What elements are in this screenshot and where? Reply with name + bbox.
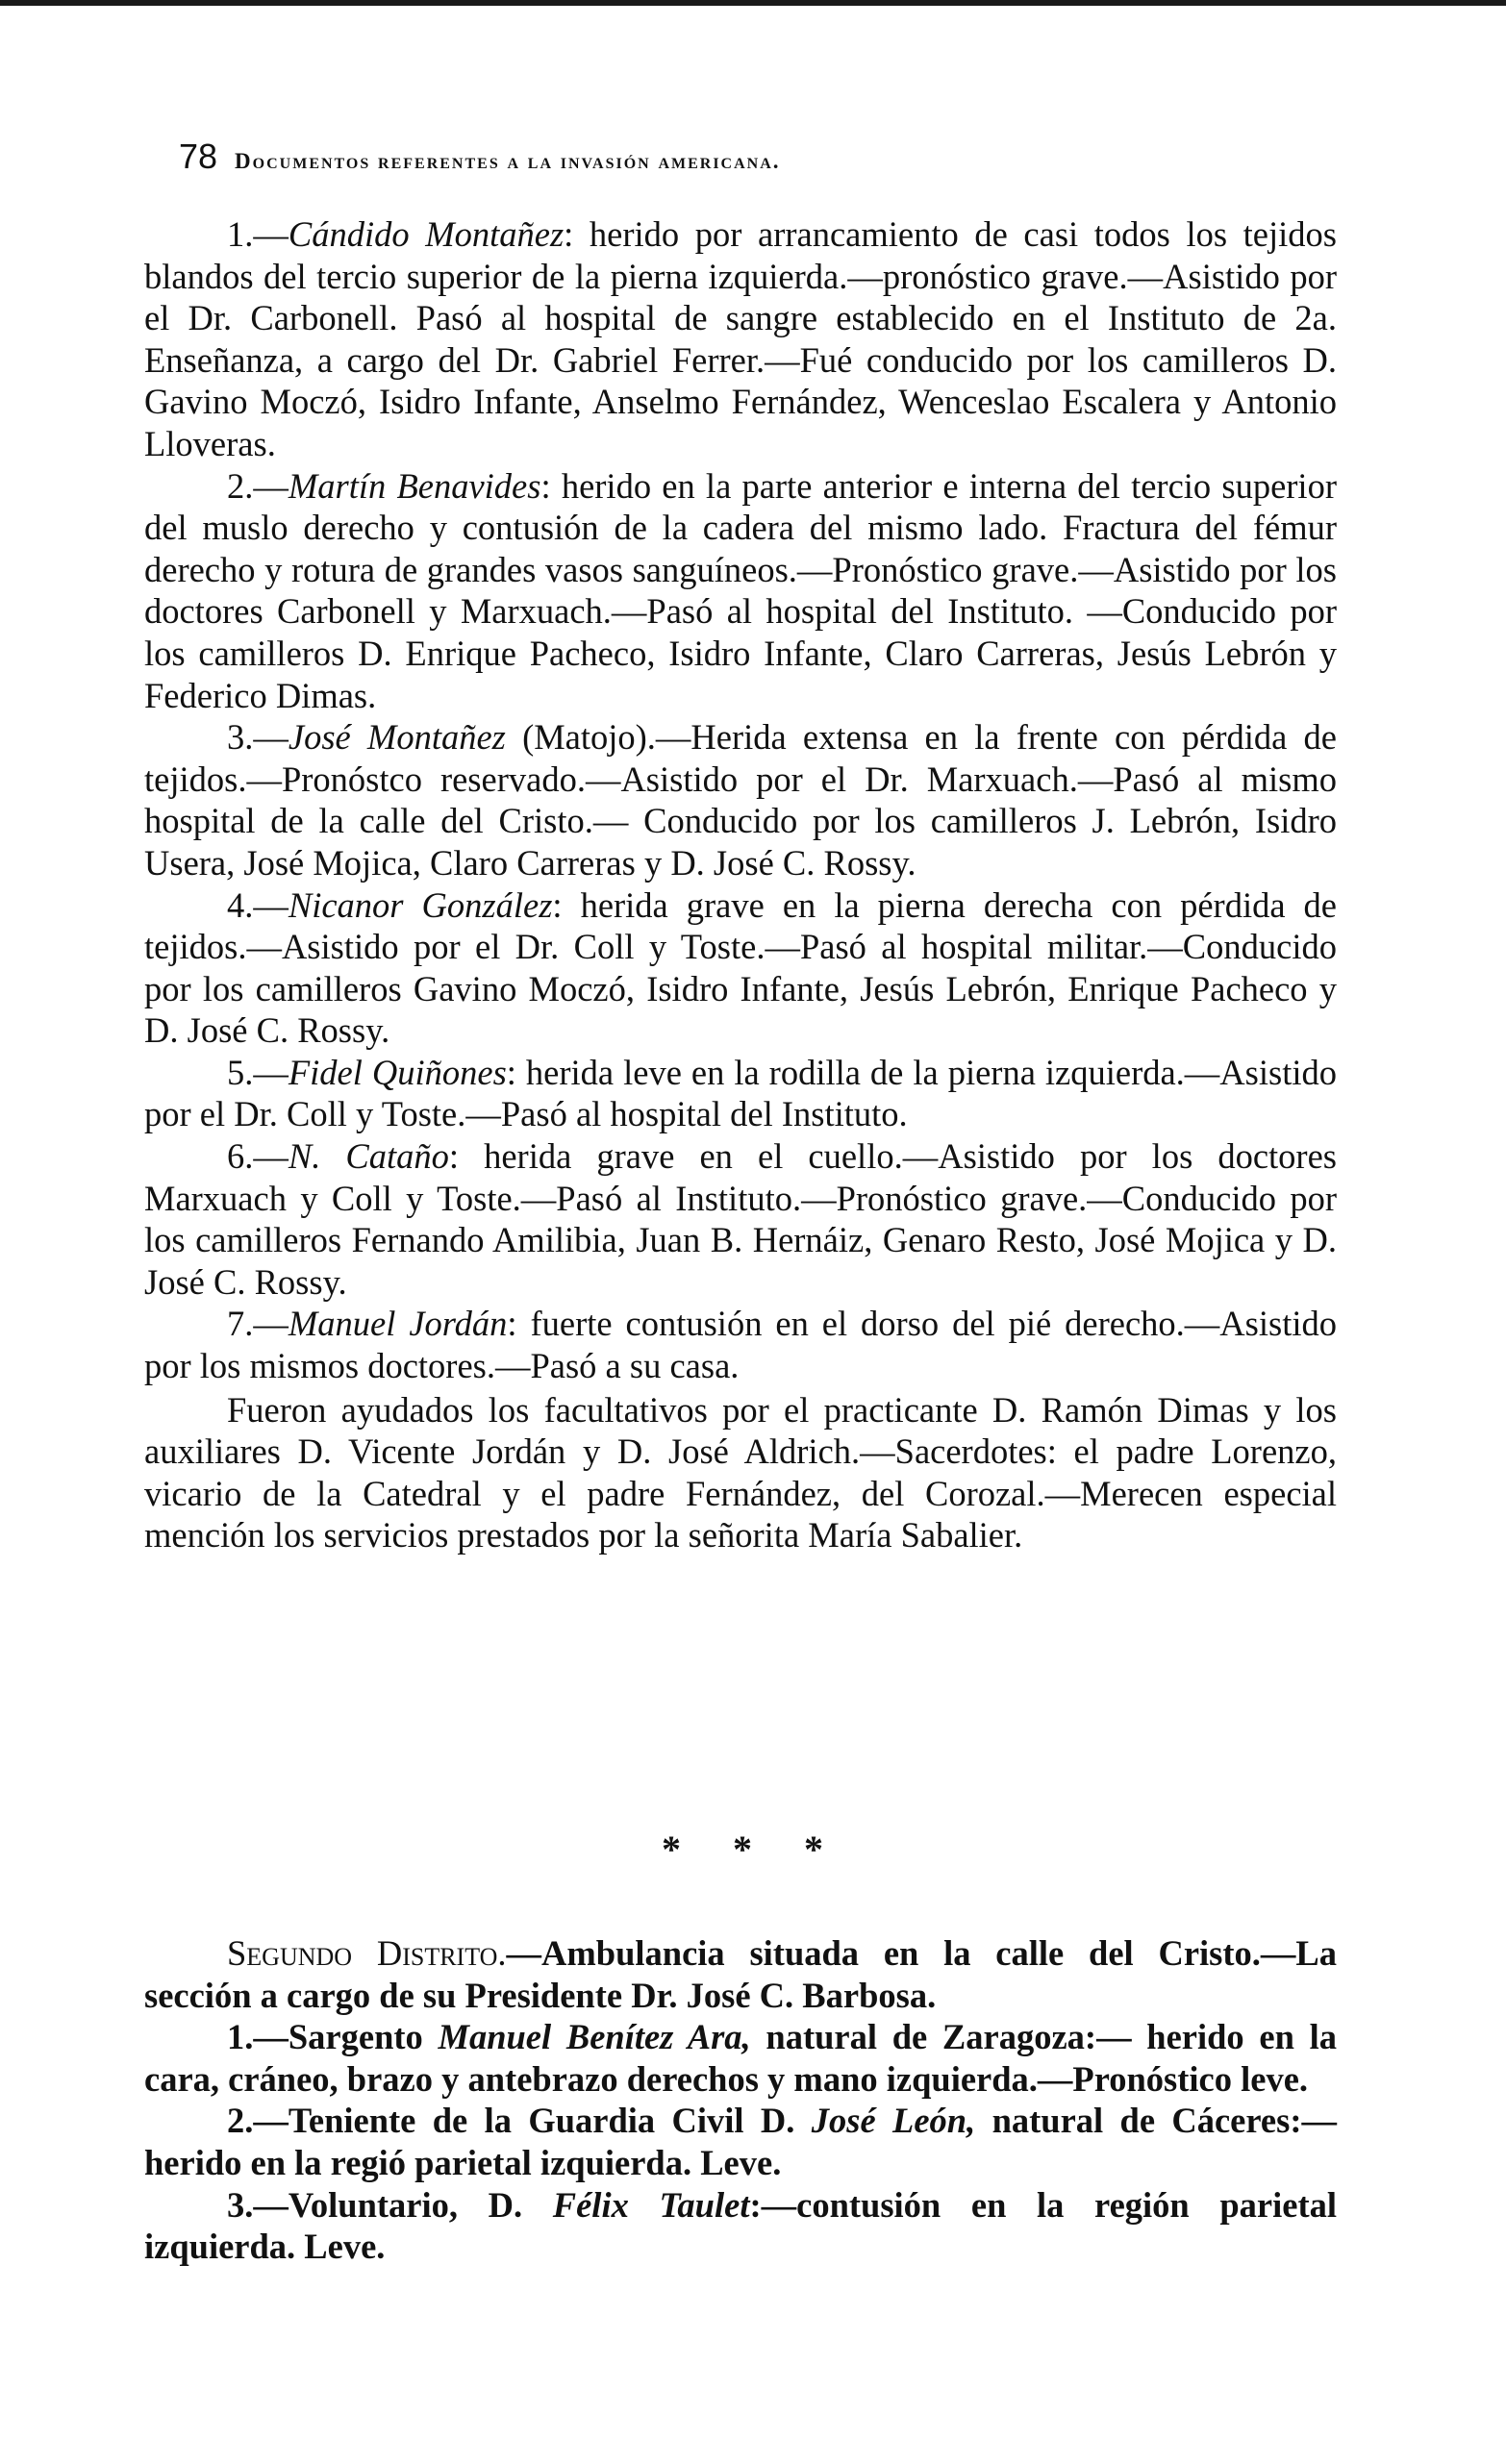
entry-paragraph xyxy=(144,884,1337,1052)
entry-paragraph xyxy=(144,716,1337,884)
entry-paragraph xyxy=(144,2016,1337,2100)
entry-text: : herida leve en la rodilla de la pierna izquierda.—Asistido por el Dr. Coll y Toste.—Pasó al hospital del Instituto. xyxy=(144,1052,1337,1134)
closing-paragraph: Fueron ayudados los facultativos por el practicante D. Ramón Dimas y los auxiliares D. Vicente Jordán y D. José Aldrich.—Sacerdotes: el padre Lorenzo, vicario de la Catedral y el padre Fernández, del Corozal.—Merecen especial mención los servicios prestados por la señorita María Sabalier. xyxy=(144,1389,1337,1556)
entry-text: (Matojo).—Herida extensa en la frente con pérdida de tejidos.—Pronóstco reservado.—Asistido por el Dr. Marxuach.—Pasó al mismo hospital de la calle del Cristo.— Conducido por los camilleros J. Lebrón, Isidro Usera, José Mojica, Claro Carreras y D. José C. Rossy. xyxy=(144,717,1337,883)
entry-number: 3.— xyxy=(227,2184,289,2225)
entry-paragraph xyxy=(144,2184,1337,2268)
entry-number: 2.— xyxy=(227,2101,289,2141)
page-header xyxy=(179,137,1333,183)
entry-name: José Montañez xyxy=(288,717,506,758)
entry-paragraph xyxy=(144,213,1337,465)
section-2-body xyxy=(144,1932,1337,2268)
entry-text: :—contusión en la región parietal izquierda. Leve. xyxy=(144,2184,1337,2267)
entry-number: 5.— xyxy=(227,1052,289,1092)
entry-name: Nicanor González xyxy=(288,884,553,925)
entry-paragraph xyxy=(144,2100,1337,2183)
entry-paragraph xyxy=(144,465,1337,717)
section-2-intro xyxy=(144,1932,1337,2016)
entry-name: N. Cataño xyxy=(288,1136,449,1177)
entry-name: Félix Taulet xyxy=(552,2184,750,2225)
entry-text: : fuerte contusión en el dorso del pié derecho.—Asistido por los mismos doctores.—Pasó a su casa. xyxy=(144,1304,1338,1386)
section-heading: Segundo Distrito. xyxy=(227,1933,507,1973)
entry-name: Manuel Benítez Ara, xyxy=(438,2017,751,2057)
entry-text: : herido por arrancamiento de casi todos los tejidos blandos del tercio superior de la pierna izquierda.—pronóstico grave.—Asistido por el Dr. Carbonell. Pasó al hospital de sangre establecido en el Instituto de 2a. Enseñanza, a cargo del Dr. Gabriel Ferrer.—Fué conducido por los camilleros D. Gavino Moczó, Isidro Infante, Anselmo Fernández, Wenceslao Escalera y Antonio Lloveras. xyxy=(144,214,1337,463)
entry-number: 3.— xyxy=(227,717,289,758)
running-head: Documentos referentes a la invasión americana. xyxy=(235,149,781,173)
entry-paragraph xyxy=(144,1052,1337,1135)
page-number: 78 xyxy=(179,137,218,176)
entry-number: 7.— xyxy=(227,1304,289,1344)
entry-text: : herido en la parte anterior e interna del tercio superior del muslo derecho y contusión de la cadera del mismo lado. Fractura del fémur derecho y rotura de grandes vasos sanguíneos.—Pronóstico grave.—Asistido por los doctores Carbonell y Marxuach.—Pasó al hospital del Instituto. —Conducido por los camilleros D. Enrique Pacheco, Isidro Infante, Claro Carreras, Jesús Lebrón y Federico Dimas. xyxy=(144,465,1337,715)
section-separator: * * * xyxy=(662,1828,844,1871)
entry-number: 1.— xyxy=(227,214,289,254)
entry-text: natural de Cáceres:—herido en la regió parietal izquierda. Leve. xyxy=(144,2101,1337,2182)
entry-name: Fidel Quiñones xyxy=(288,1052,507,1092)
entry-text: : herida grave en el cuello.—Asistido por los doctores Marxuach y Coll y Toste.—Pasó al Instituto.—Pronóstico grave.—Conducido por los camilleros Fernando Amilibia, Juan B. Hernáiz, Genaro Resto, José Mojica y D. José C. Rossy. xyxy=(144,1136,1337,1302)
entry-name: José León, xyxy=(811,2101,976,2141)
entry-prefix: Teniente de la Guardia Civil D. xyxy=(288,2101,812,2141)
entry-number: 6.— xyxy=(227,1136,289,1177)
entry-text: : herida grave en la pierna derecha con pérdida de tejidos.—Asistido por el Dr. Coll y Toste.—Pasó al hospital militar.—Conducido por los camilleros Gavino Moczó, Isidro Infante, Jesús Lebrón, Enrique Pacheco y D. José C. Rossy. xyxy=(144,884,1338,1051)
entry-number: 4.— xyxy=(227,884,289,925)
page-top-border xyxy=(0,0,1506,6)
section-intro-text: —Ambulancia situada en la calle del Cristo.—La sección a cargo de su Presidente Dr. José C. Barbosa. xyxy=(144,1933,1337,2015)
entry-paragraph xyxy=(144,1135,1337,1303)
entry-number: 1.— xyxy=(227,2017,289,2057)
entry-number: 2.— xyxy=(227,465,289,506)
entry-paragraph xyxy=(144,1303,1337,1386)
entry-name: Cándido Montañez xyxy=(288,214,565,254)
entry-text: natural de Zaragoza:— herido en la cara, cráneo, brazo y antebrazo derechos y mano izquierda.—Pronóstico leve. xyxy=(144,2017,1338,2099)
entry-prefix: Sargento xyxy=(288,2017,439,2057)
entry-prefix: Voluntario, D. xyxy=(288,2184,553,2225)
entry-name: Manuel Jordán xyxy=(288,1304,508,1344)
section-1-body xyxy=(144,213,1337,1556)
entry-name: Martín Benavides xyxy=(288,465,541,506)
